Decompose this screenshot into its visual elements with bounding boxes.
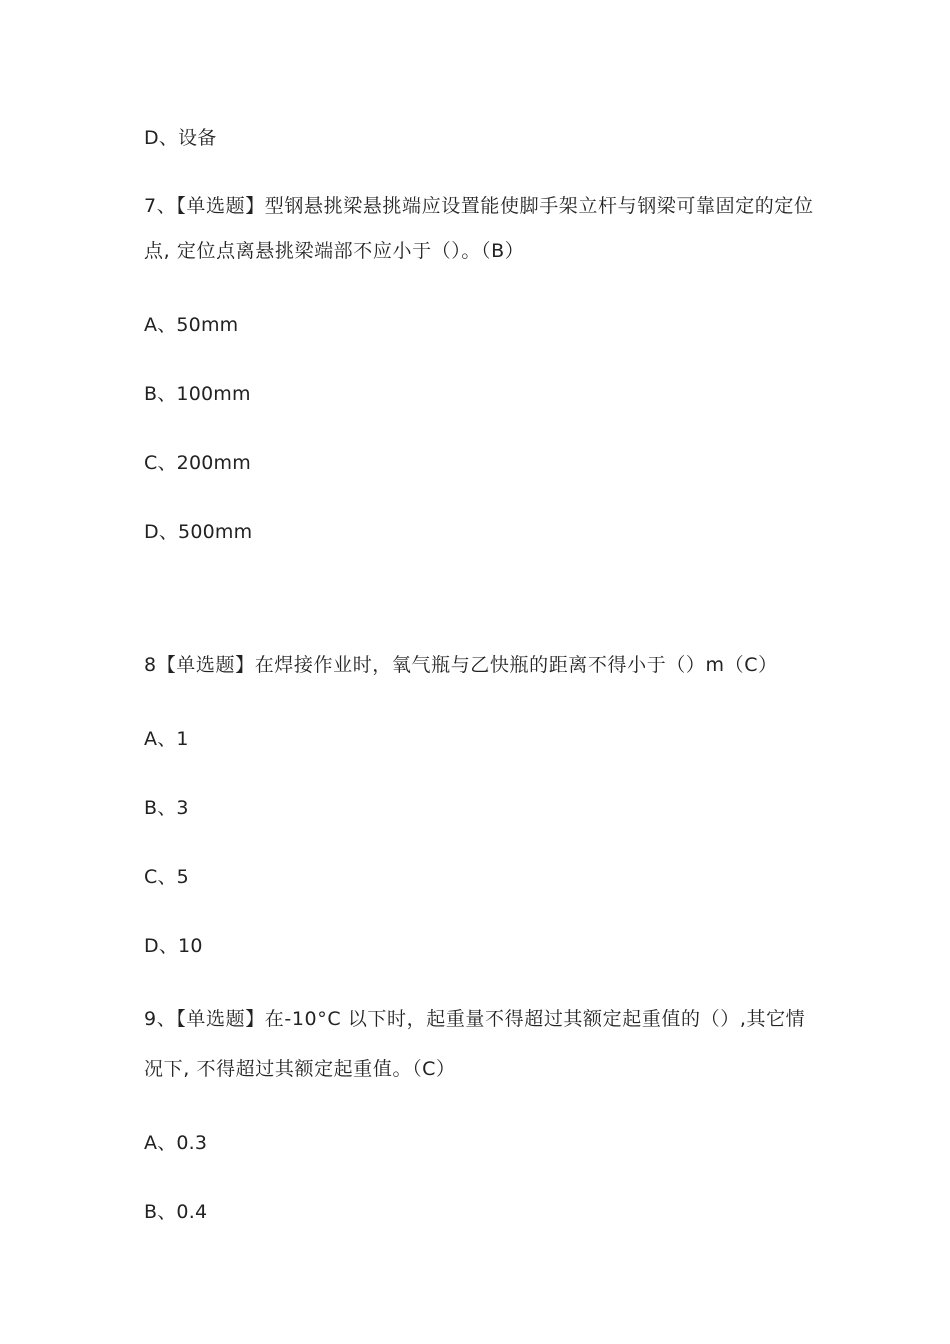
question-8-option-c: C、5 <box>144 866 189 888</box>
previous-question-option-d: D、设备 <box>144 127 217 149</box>
question-9-stem-line-1: 9、【单选题】在-10°C 以下时，起重量不得超过其额定起重值的（）,其它情 <box>144 1008 806 1030</box>
question-7-stem-line-2: 点, 定位点离悬挑梁端部不应小于（）。（B） <box>144 240 525 262</box>
question-8-option-b: B、3 <box>144 797 189 819</box>
question-9-stem-line-2: 况下, 不得超过其额定起重值。（C） <box>144 1058 456 1080</box>
question-7-option-a: A、50mm <box>144 314 239 336</box>
question-7-stem-line-1: 7、【单选题】型钢悬挑梁悬挑端应设置能使脚手架立杆与钢梁可靠固定的定位 <box>144 195 814 217</box>
question-8-stem-line-1: 8【单选题】在焊接作业时，氧气瓶与乙快瓶的距离不得小于（）m（C） <box>144 654 778 676</box>
question-8-option-a: A、1 <box>144 728 189 750</box>
question-7-option-c: C、200mm <box>144 452 251 474</box>
question-9-option-a: A、0.3 <box>144 1132 208 1154</box>
question-8-option-d: D、10 <box>144 935 203 957</box>
question-7-option-b: B、100mm <box>144 383 251 405</box>
question-7-option-d: D、500mm <box>144 521 253 543</box>
question-9-option-b: B、0.4 <box>144 1201 208 1223</box>
